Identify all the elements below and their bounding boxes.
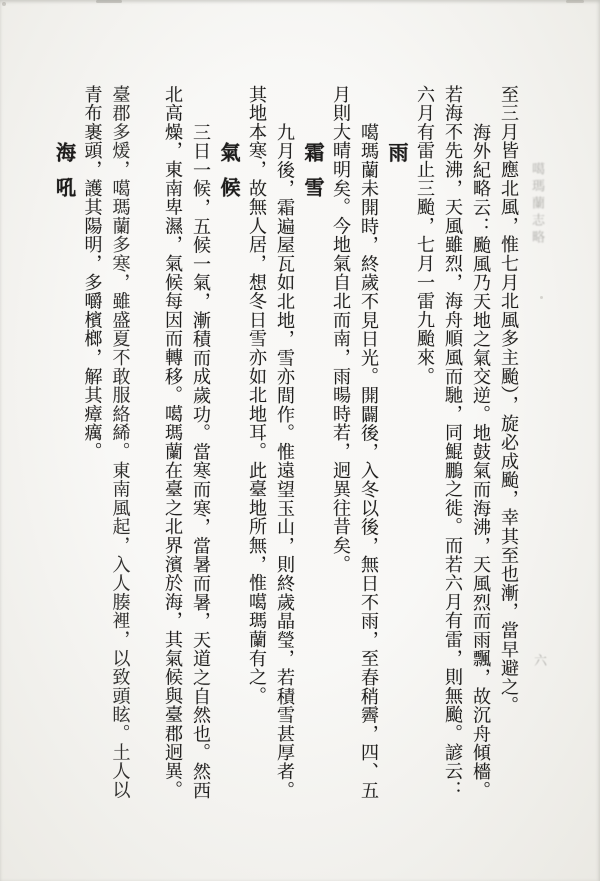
faded-running-title: 噶瑪蘭志略 [529, 162, 544, 247]
section-heading-sea-roar: 海吼 [52, 142, 77, 212]
text-column-climate-3: 臺郡多煖，噶瑪蘭多寒，雖盛夏不敢服絡絺。東南風起，入人腠裡，以致頭眩。土人以 [109, 85, 131, 800]
scan-artifact [566, 0, 584, 3]
text-column-climate-1: 三日一候，五候一氣，漸積而成歲功。當寒而寒，當暑而暑，天道之自然也。然西 [190, 123, 211, 800]
text-column-typhoon-2: 若海不先沸，天風雖烈，海舟順風而馳，同鯤鵬之徙。而若六月有雷，則無颱。諺云： [442, 85, 463, 800]
section-heading-frost-snow: 霜雪 [301, 142, 325, 212]
text-column-climate-4: 青布裹頭，護其陽明，多嚼檳榔，解其瘴癘。 [81, 85, 103, 461]
text-column-rain-2: 月則大晴明矣。今地氣自北而南，雨暘時若，迥異往昔矣。 [330, 85, 351, 574]
section-heading-rain: 雨 [385, 142, 409, 177]
section-heading-climate: 氣候 [217, 142, 241, 212]
text-column-frost-1: 九月後，霜遍屋瓦如北地，雪亦間作。惟遠望玉山，則終歲晶瑩，若積雪甚厚者。 [274, 123, 295, 800]
scan-artifact [540, 296, 543, 299]
text-column-rain-1: 噶瑪蘭未開時，終歲不見日光。開闢後，入冬以後，無日不雨，至春稍霽，四、五 [358, 123, 379, 800]
text-column-typhoon-1: 至三月皆應北風，惟七月北風多主颱），旋必成颱，幸其至也漸，當早避之。 [498, 85, 519, 716]
text-column-typhoon-quote: 海外紀略云：颱風乃天地之氣交逆。地鼓氣而海沸，天風烈而雨飄，故沉舟傾檣。 [470, 123, 491, 800]
text-column-climate-2: 北高燥，東南卑濕，氣候每因而轉移。噶瑪蘭在臺之北界濱於海，其氣候與臺郡迥異。 [162, 85, 183, 800]
text-column-proverb: 六月有雷止三颱，七月一雷九颱來。 [414, 85, 435, 386]
text-column-frost-2: 其地本寒，故無人居，想冬日雪亦如北地耳。此臺地所無，惟噶瑪蘭有之。 [246, 85, 267, 706]
scan-artifact [2, 2, 6, 6]
vertical-text-block [46, 85, 519, 853]
folio-page-number: 六 [533, 654, 547, 669]
scan-artifact [96, 0, 122, 3]
